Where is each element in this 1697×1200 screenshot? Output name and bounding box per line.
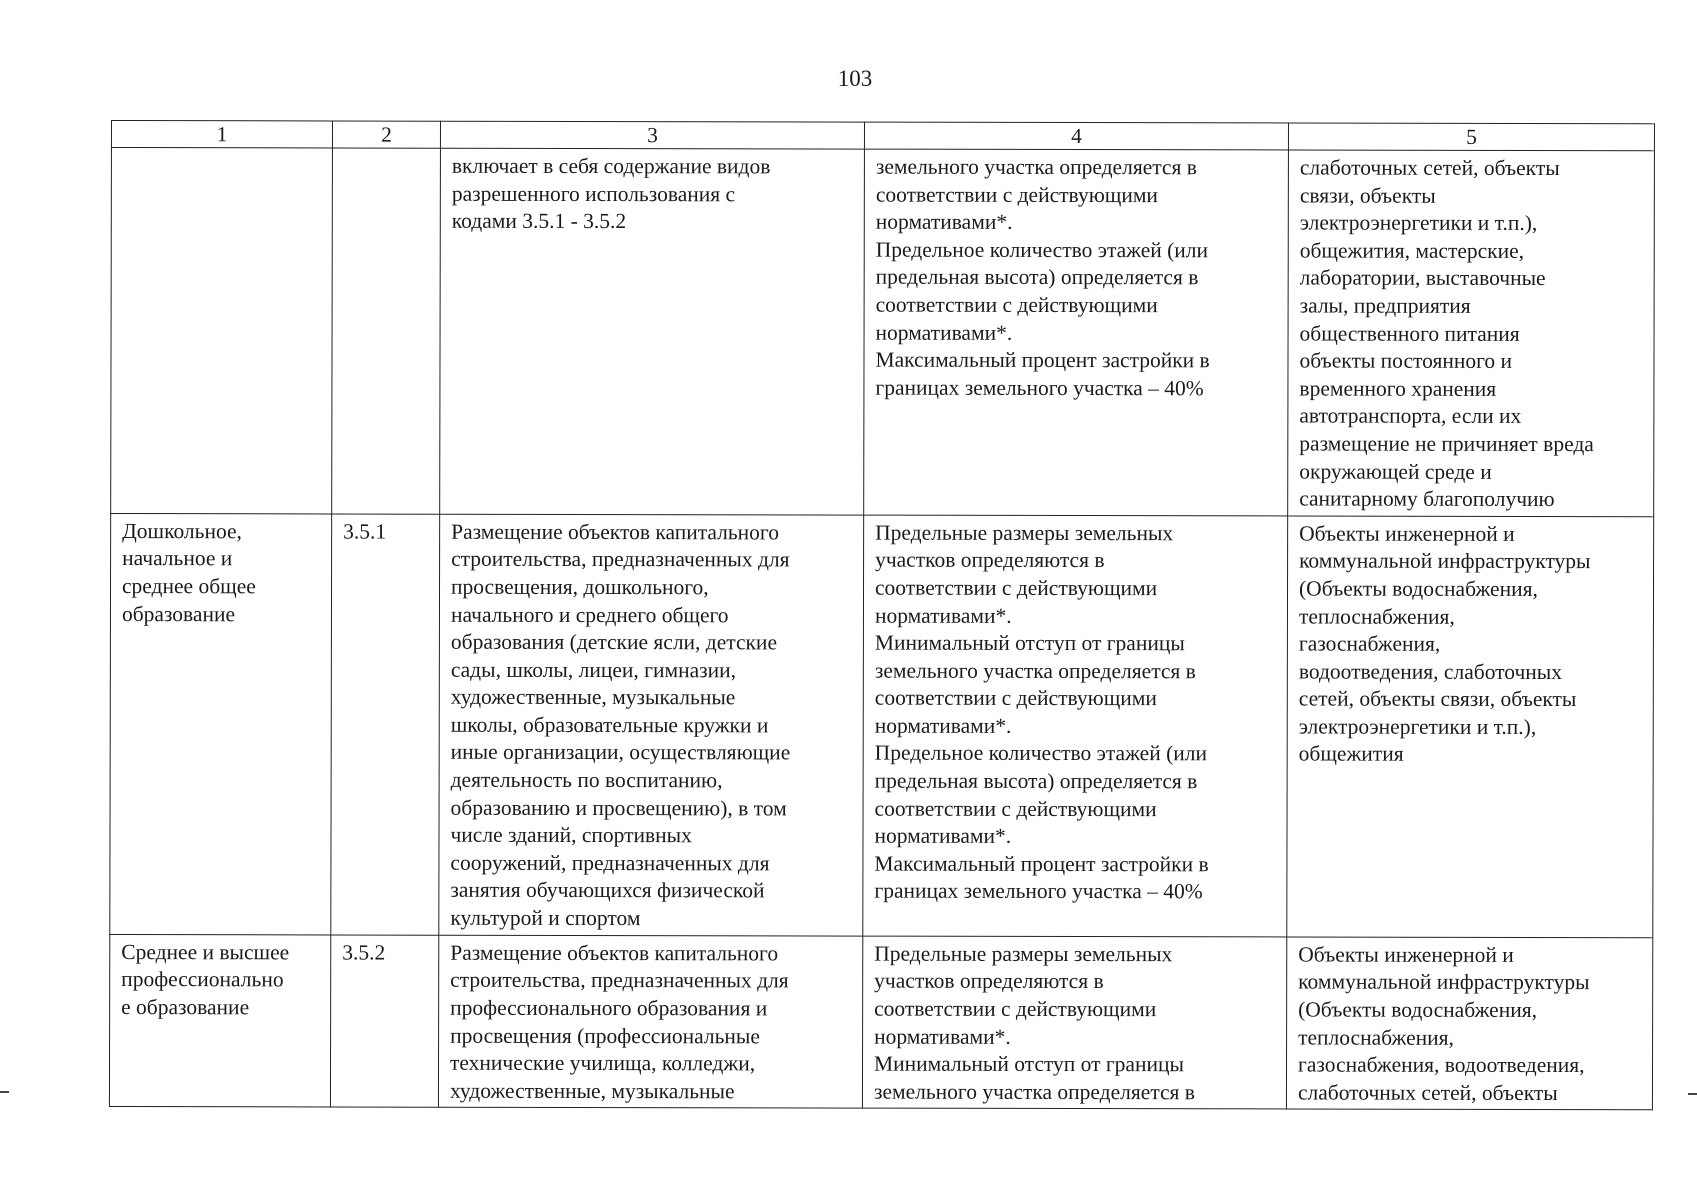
parameters-cell: Предельные размеры земельных участков определяются в соответствии с действующими нормативами*. Минимальный отступ от границы земельного участка определяется в bbox=[862, 936, 1286, 1109]
column-header-4: 4 bbox=[864, 122, 1288, 150]
scan-edge-mark-left bbox=[0, 1091, 9, 1093]
use-code-cell: 3.5.1 bbox=[331, 514, 440, 935]
use-name-cell bbox=[111, 148, 333, 514]
auxiliary-uses-cell: Объекты инженерной и коммунальной инфраструктуры (Объекты водоснабжения, теплоснабжения, газоснабжения, водоотведения, слаботочных сетей, объекты связи, объекты электроэнергетики и т.п.), общежития bbox=[1287, 516, 1654, 938]
land-use-table bbox=[109, 120, 1655, 1111]
auxiliary-uses-cell: слаботочных сетей, объекты связи, объекты электроэнергетики и т.п.), общежития, мастерские, лаборатории, выставочные залы, предприятия общественного питания объекты постоянного и временного хранения автотранспорта, если их размещение не причиняет вреда окружающей среде и санитарному благополучию bbox=[1288, 150, 1655, 516]
table-row bbox=[109, 934, 1652, 1110]
use-code-cell: 3.5.2 bbox=[330, 935, 438, 1108]
table-header-row bbox=[111, 121, 1654, 151]
table-row bbox=[111, 148, 1655, 517]
auxiliary-uses-cell: Объекты инженерной и коммунальной инфраструктуры (Объекты водоснабжения, теплоснабжения, газоснабжения, водоотведения, слаботочных сетей, объекты bbox=[1286, 937, 1652, 1110]
column-header-5: 5 bbox=[1288, 123, 1654, 151]
use-description-cell: Размещение объектов капитального строительства, предназначенных для профессионального образования и просвещения (профессиональные технические училища, колледжи, художественные, музыкальные bbox=[438, 935, 862, 1108]
use-name-cell: Дошкольное, начальное и среднее общее образование bbox=[110, 513, 332, 934]
column-header-3: 3 bbox=[440, 121, 864, 149]
page-number: 103 bbox=[837, 66, 873, 91]
use-description-cell: включает в себя содержание видов разрешенного использования с кодами 3.5.1 - 3.5.2 bbox=[440, 148, 865, 515]
parameters-cell: Предельные размеры земельных участков определяются в соответствии с действующими нормативами*. Минимальный отступ от границы земельного участка определяется в соответствии с действующими нормативами*. Предельное количество этажей (или предельная высота) определяется в соответствии с действующими нормативами*. Максимальный процент застройки в границах земельного участка – 40% bbox=[863, 515, 1288, 937]
parameters-cell: земельного участка определяется в соответствии с действующими нормативами*. Предельное количество этажей (или предельная высота) определяется в соответствии с действующими нормативами*. Максимальный процент застройки в границах земельного участка – 40% bbox=[864, 149, 1289, 516]
column-header-1: 1 bbox=[111, 121, 332, 148]
scan-edge-mark-right bbox=[1688, 1093, 1697, 1095]
table-row bbox=[110, 513, 1654, 937]
use-code-cell bbox=[332, 148, 441, 514]
use-description-cell: Размещение объектов капитального строительства, предназначенных для просвещения, дошкольного, начального и среднего общего образования (детские ясли, детские сады, школы, лицеи, гимназии, художественные, музыкальные школы, образовательные кружки и иные организации, осуществляющие деятельность по воспитанию, образованию и просвещению), в том числе зданий, спортивных сооружений, предназначенных для занятия обучающихся физической культурой и спортом bbox=[439, 514, 864, 936]
column-header-2: 2 bbox=[332, 121, 440, 148]
use-name-cell: Среднее и высшее профессионально е образование bbox=[109, 934, 330, 1107]
